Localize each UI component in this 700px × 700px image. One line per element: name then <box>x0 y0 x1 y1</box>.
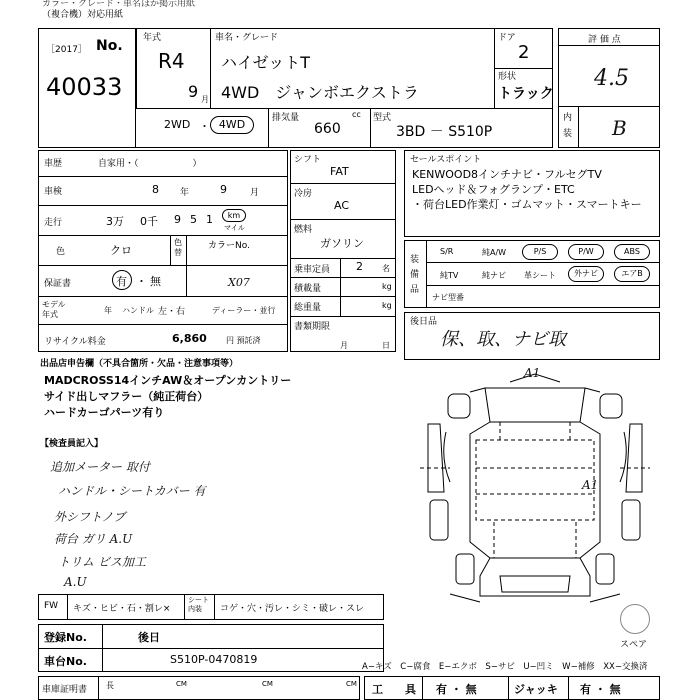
model-year-label2: 年式 <box>42 310 58 319</box>
inspection-year: 8 <box>152 183 159 196</box>
garage-cert-cm3: CM <box>346 680 357 688</box>
mileage-unit-km: km <box>222 209 246 222</box>
displacement-value: 660 <box>314 121 341 137</box>
color-label: 色 <box>56 247 66 257</box>
vehicle-damage-diagram <box>410 362 660 614</box>
aircon-value: AC <box>334 199 350 212</box>
dealer-value: ディーラー・並行 <box>212 306 276 315</box>
shape-label: 形状 <box>498 72 517 82</box>
doc-period-day: 日 <box>382 341 390 350</box>
doc-period-month: 月 <box>340 341 348 350</box>
mileage-man: 3万 <box>106 215 124 228</box>
tools-label: 工 具 <box>372 683 416 696</box>
inspector-note-4: 荷台 ガリ A.U <box>54 532 133 546</box>
load-unit: kg <box>382 282 392 291</box>
exhibitor-note-1: MADCROSS14インチAW＆オープンカントリー <box>44 374 292 387</box>
type-value: 3BD － S510P <box>396 124 493 140</box>
interior-value: B <box>612 116 627 140</box>
equip-extnavi: 外ナビ <box>568 266 604 282</box>
fuel-label: 燃料 <box>294 225 313 235</box>
fw-items: キズ・ヒビ・石・割レ× <box>73 604 171 614</box>
mileage-label: 走行 <box>44 218 63 228</box>
displacement-label: 排気量 <box>272 113 300 123</box>
later-items-value: 保、取、ナビ取 <box>440 329 566 350</box>
shape-value: トラック <box>498 86 554 102</box>
drive-dot: ・ <box>199 120 210 133</box>
inspector-note-6: A.U <box>64 575 87 589</box>
selling-point-2: LEDヘッド＆フォグランプ・ETC <box>412 183 575 196</box>
equipment-label3: 品 <box>410 285 420 295</box>
gross-unit: kg <box>382 301 392 310</box>
inspection-year-unit: 年 <box>180 188 190 198</box>
mileage-thousand: 0千 <box>140 215 158 228</box>
warranty-yes: 有 <box>116 275 127 288</box>
garage-cert-long: 長 <box>106 681 114 690</box>
equip-pw: P/W <box>568 244 604 260</box>
recycle-unit: 円 預託済 <box>226 336 261 345</box>
exhibitor-note-3: ハードカーゴパーツ有り <box>44 406 165 419</box>
garage-cert-cm1: CM <box>176 680 187 688</box>
mileage-d3: 1 <box>206 213 213 226</box>
warranty-no: 無 <box>150 275 161 288</box>
door-value: 2 <box>518 42 530 63</box>
score-value: 4.5 <box>594 66 629 91</box>
lot-number: 40033 <box>46 73 123 101</box>
equip-airbag: エアB <box>614 266 650 282</box>
mileage-d1: 9 <box>174 213 181 226</box>
garage-cert-label: 車庫証明書 <box>42 685 88 695</box>
inspector-note-3: 外シフトノブ <box>54 510 126 524</box>
spare-label: スペア <box>620 640 648 650</box>
equip-navi-model-label: ナビ型番 <box>432 293 464 302</box>
gross-label: 総重量 <box>294 303 322 313</box>
chassis-value: S510P-0470819 <box>170 653 258 666</box>
selling-point-3: ・荷台LED作業灯・ゴムマット・スマートキー <box>412 198 642 211</box>
later-items-label: 後日品 <box>410 317 438 327</box>
chassis-label: 車台No. <box>44 655 87 668</box>
details-frame <box>38 150 288 352</box>
inspector-note-2: ハンドル・シートカバー 有 <box>58 484 206 498</box>
color-no-label: カラーNo. <box>208 241 250 251</box>
spare-tire-icon <box>620 604 650 634</box>
exhibitor-notes-label: 出品店申告欄（不具合箇所・欠品・注意事項等） <box>40 359 239 369</box>
lot-year-tag: ［2017］ <box>46 45 87 55</box>
load-label: 積載量 <box>294 284 322 294</box>
displacement-unit: cc <box>352 110 361 119</box>
color-value: クロ <box>110 244 132 257</box>
handle-label: ハンドル <box>122 306 154 315</box>
doc-period-label: 書類期限 <box>294 322 331 332</box>
capacity-value: 2 <box>356 260 363 273</box>
selling-point-1: KENWOOD8インチナビ・フルセグTV <box>412 168 602 181</box>
registration-label: 登録No. <box>44 631 87 644</box>
year-era: R4 <box>158 49 185 73</box>
registration-value: 後日 <box>138 631 160 644</box>
equip-abs: ABS <box>614 244 650 260</box>
inspector-note-1: 追加メーター 取付 <box>50 460 150 474</box>
equip-junaw: 純A/W <box>482 248 507 257</box>
lot-no-label: No. <box>96 38 123 54</box>
jack-label: ジャッキ <box>514 683 558 696</box>
color-replace-label: 色替 <box>174 238 182 257</box>
model-grade: 4WD ジャンボエクストラ <box>221 83 419 102</box>
jack-value: 有 ・ 無 <box>580 683 621 696</box>
history-label: 車歴 <box>44 159 63 169</box>
model-year-unit: 年 <box>104 306 112 315</box>
equip-sr: S/R <box>440 247 454 256</box>
exhibitor-note-2: サイド出しマフラー（純正荷台） <box>44 390 209 403</box>
equip-leather: 革シート <box>524 271 556 280</box>
inspection-month: 9 <box>220 183 227 196</box>
mileage-d2: 5 <box>190 213 197 226</box>
drive-2wd: 2WD <box>164 118 191 131</box>
warranty-label: 保証書 <box>44 279 72 289</box>
year-month: 9 <box>188 82 199 101</box>
header-line2: （複合機）対応用紙 <box>42 10 124 20</box>
history-value: 自家用・（ ） <box>98 159 202 169</box>
equipment-label1: 装 <box>410 255 420 265</box>
drive-4wd-circled: 4WD <box>210 116 254 134</box>
shift-label: シフト <box>294 155 322 165</box>
model-year-label1: モデル <box>42 300 66 309</box>
diagram-mark-top: A1 <box>524 366 541 380</box>
recycle-value: 6,860 <box>172 332 207 345</box>
model-name: ハイゼットT <box>221 53 310 72</box>
shift-value: FAT <box>330 165 349 178</box>
warranty-sep: ・ <box>136 275 147 288</box>
inspector-note-5: トリム ビス加工 <box>58 555 146 569</box>
capacity-unit: 名 <box>382 264 390 273</box>
selling-points-label: セールスポイント <box>410 155 482 165</box>
seat-label: シート内装 <box>188 596 209 613</box>
type-label: 型式 <box>373 113 392 123</box>
mileage-unit-mile: マイル <box>224 224 245 232</box>
interior-label2: 装 <box>563 129 573 139</box>
equip-juntv: 純TV <box>440 271 459 280</box>
damage-legend: A−キズ C−腐食 E−エクボ S−サビ U−凹ミ W−補修 XX−交換済 <box>362 662 648 672</box>
seat-items: コゲ・穴・汚レ・シミ・破レ・スレ <box>220 604 365 614</box>
model-label: 車名・グレード <box>215 33 279 43</box>
year-label: 年式 <box>143 33 162 43</box>
interior-label1: 内 <box>563 113 573 123</box>
inspector-notes-label: 【検査員記入】 <box>40 439 104 449</box>
aircon-label: 冷房 <box>294 189 313 199</box>
header-line1: カラー・グレード・車名ほか掲示用紙 <box>42 0 196 9</box>
equip-junnavi: 純ナビ <box>482 271 506 280</box>
year-month-unit: 月 <box>201 95 209 104</box>
garage-cert-cm2: CM <box>262 680 273 688</box>
diagram-mark-right: A1 <box>582 478 599 492</box>
equip-ps: P/S <box>522 244 558 260</box>
capacity-label: 乗車定員 <box>294 265 331 275</box>
equipment-label2: 備 <box>410 270 420 280</box>
inspection-month-unit: 月 <box>250 188 260 198</box>
tools-value: 有 ・ 無 <box>436 683 477 696</box>
recycle-label: リサイクル料金 <box>44 337 106 347</box>
inspection-label: 車検 <box>44 187 63 197</box>
fw-label: FW <box>44 601 59 611</box>
color-no-value: X07 <box>228 276 250 289</box>
fuel-value: ガソリン <box>320 237 364 250</box>
handle-value: 左・右 <box>158 307 186 317</box>
door-label: ドア <box>498 33 516 43</box>
score-label: 評 価 点 <box>588 35 621 45</box>
